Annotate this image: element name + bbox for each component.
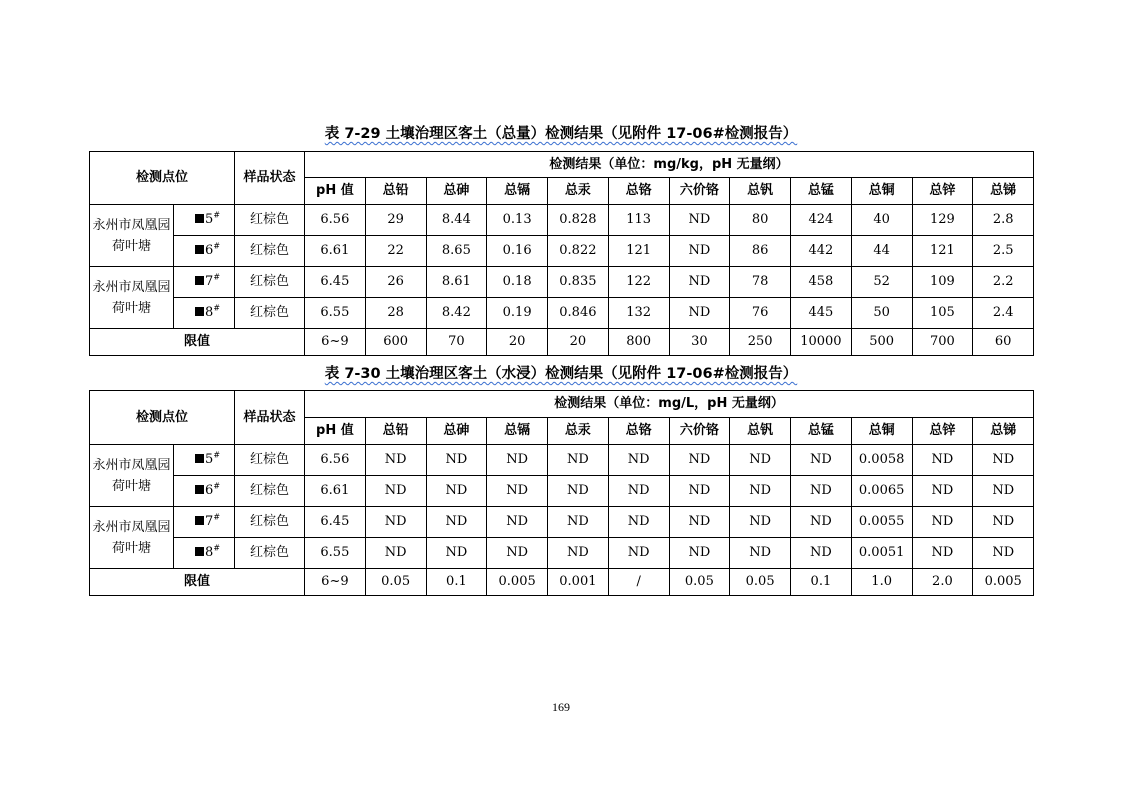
sample-point — [174, 507, 235, 538]
table-row — [90, 538, 1034, 569]
value-cell: 0.0065 — [851, 476, 912, 507]
point-number: 6 — [205, 243, 214, 258]
header-col: 六价铬 — [669, 418, 730, 445]
value-cell: ND — [548, 507, 609, 538]
square-marker-icon — [195, 516, 204, 525]
header-col: 总钒 — [730, 178, 791, 205]
sample-state: 红棕色 — [235, 298, 305, 329]
value-cell: 2.5 — [973, 236, 1034, 267]
value-cell: ND — [365, 476, 426, 507]
value-cell: 122 — [608, 267, 669, 298]
table2-caption: 表 7-30 土壤治理区客土（水浸）检测结果（见附件 17-06#检测报告） — [324, 366, 798, 382]
limit-label: 限值 — [90, 329, 305, 356]
header-col: 总锌 — [912, 418, 973, 445]
value-cell: ND — [487, 445, 548, 476]
square-marker-icon — [195, 214, 204, 223]
value-cell: 52 — [851, 267, 912, 298]
value-cell: 8.42 — [426, 298, 487, 329]
value-cell: ND — [973, 445, 1034, 476]
point-number: 7 — [205, 514, 214, 529]
value-cell: 105 — [912, 298, 973, 329]
value-cell: ND — [365, 445, 426, 476]
value-cell: 0.0058 — [851, 445, 912, 476]
point-mark: # — [213, 543, 221, 553]
value-cell: ND — [669, 205, 730, 236]
header-col: 总铜 — [851, 178, 912, 205]
value-cell: ND — [973, 538, 1034, 569]
value-cell: 0.0051 — [851, 538, 912, 569]
header-col: 总铬 — [608, 418, 669, 445]
header-col: pH 值 — [305, 418, 366, 445]
point-mark: # — [213, 481, 221, 491]
header-col: 总锑 — [973, 418, 1034, 445]
limit-value: 30 — [669, 329, 730, 356]
limit-value: 60 — [973, 329, 1034, 356]
value-cell: 76 — [730, 298, 791, 329]
value-cell: 86 — [730, 236, 791, 267]
limit-value: 0.05 — [730, 569, 791, 596]
table-row — [90, 507, 1034, 538]
value-cell: ND — [669, 445, 730, 476]
header-col: 总铜 — [851, 418, 912, 445]
value-cell: 6.55 — [305, 538, 366, 569]
limit-value: 10000 — [791, 329, 852, 356]
value-cell: 0.0055 — [851, 507, 912, 538]
point-mark: # — [213, 303, 221, 313]
limit-value: 0.1 — [426, 569, 487, 596]
value-cell: ND — [791, 538, 852, 569]
limit-value: 20 — [487, 329, 548, 356]
value-cell: ND — [791, 507, 852, 538]
value-cell: ND — [973, 507, 1034, 538]
header-col: pH 值 — [305, 178, 366, 205]
limit-value: 700 — [912, 329, 973, 356]
header-col: 总铅 — [365, 418, 426, 445]
site-name: 永州市凤凰园荷叶塘 — [90, 507, 174, 569]
sample-state: 红棕色 — [235, 445, 305, 476]
limit-value: / — [608, 569, 669, 596]
value-cell: ND — [669, 236, 730, 267]
value-cell: 29 — [365, 205, 426, 236]
table1-caption: 表 7-29 土壤治理区客土（总量）检测结果（见附件 17-06#检测报告） — [324, 126, 798, 142]
value-cell: 121 — [912, 236, 973, 267]
value-cell: ND — [791, 445, 852, 476]
value-cell: 8.44 — [426, 205, 487, 236]
value-cell: 28 — [365, 298, 426, 329]
value-cell: 458 — [791, 267, 852, 298]
value-cell: 0.16 — [487, 236, 548, 267]
point-mark: # — [213, 272, 221, 282]
limit-label: 限值 — [90, 569, 305, 596]
value-cell: ND — [912, 445, 973, 476]
value-cell: ND — [548, 538, 609, 569]
limit-value: 0.05 — [669, 569, 730, 596]
point-mark: # — [213, 241, 221, 251]
table-row — [90, 298, 1034, 329]
limit-value: 0.001 — [548, 569, 609, 596]
header-col: 总锑 — [973, 178, 1034, 205]
value-cell: 6.45 — [305, 507, 366, 538]
value-cell: ND — [426, 538, 487, 569]
sample-point — [174, 476, 235, 507]
value-cell: 0.846 — [548, 298, 609, 329]
header-col: 总砷 — [426, 178, 487, 205]
value-cell: ND — [730, 445, 791, 476]
value-cell: ND — [669, 476, 730, 507]
header-col: 六价铬 — [669, 178, 730, 205]
value-cell: ND — [608, 507, 669, 538]
sample-point — [174, 298, 235, 329]
sample-state: 红棕色 — [235, 476, 305, 507]
limit-row — [90, 569, 1034, 596]
header-result: 检测结果（单位：mg/L，pH 无量纲） — [305, 391, 1034, 418]
header-col: 总镉 — [487, 178, 548, 205]
value-cell: 442 — [791, 236, 852, 267]
header-result: 检测结果（单位：mg/kg，pH 无量纲） — [305, 152, 1034, 178]
value-cell: 6.56 — [305, 205, 366, 236]
value-cell: 2.2 — [973, 267, 1034, 298]
value-cell: 0.822 — [548, 236, 609, 267]
value-cell: 8.61 — [426, 267, 487, 298]
value-cell: 22 — [365, 236, 426, 267]
header-col: 总铅 — [365, 178, 426, 205]
point-number: 5 — [205, 452, 214, 467]
value-cell: ND — [426, 476, 487, 507]
square-marker-icon — [195, 307, 204, 316]
sample-point — [174, 236, 235, 267]
value-cell: ND — [365, 538, 426, 569]
table-row — [90, 476, 1034, 507]
value-cell: ND — [487, 507, 548, 538]
table-row — [90, 445, 1034, 476]
value-cell: 6.55 — [305, 298, 366, 329]
value-cell: 8.65 — [426, 236, 487, 267]
value-cell: 44 — [851, 236, 912, 267]
table-row — [90, 267, 1034, 298]
value-cell: ND — [669, 538, 730, 569]
value-cell: 26 — [365, 267, 426, 298]
value-cell: 2.4 — [973, 298, 1034, 329]
point-mark: # — [213, 450, 221, 460]
header-col: 总砷 — [426, 418, 487, 445]
header-col: 总镉 — [487, 418, 548, 445]
value-cell: 445 — [791, 298, 852, 329]
point-mark: # — [213, 210, 221, 220]
value-cell: ND — [669, 267, 730, 298]
value-cell: 0.19 — [487, 298, 548, 329]
limit-value: 1.0 — [851, 569, 912, 596]
header-site: 检测点位 — [90, 152, 235, 205]
value-cell: ND — [608, 538, 669, 569]
limit-value: 0.005 — [487, 569, 548, 596]
value-cell: 6.56 — [305, 445, 366, 476]
point-number: 8 — [205, 545, 214, 560]
site-name: 永州市凤凰园荷叶塘 — [90, 267, 174, 329]
value-cell: 6.61 — [305, 236, 366, 267]
square-marker-icon — [195, 547, 204, 556]
header-col: 总汞 — [548, 418, 609, 445]
point-number: 7 — [205, 274, 214, 289]
value-cell: 109 — [912, 267, 973, 298]
value-cell: ND — [730, 476, 791, 507]
value-cell: 80 — [730, 205, 791, 236]
value-cell: ND — [487, 538, 548, 569]
limit-row — [90, 329, 1034, 356]
site-name: 永州市凤凰园荷叶塘 — [90, 445, 174, 507]
sample-point — [174, 205, 235, 236]
value-cell: ND — [548, 476, 609, 507]
header-col: 总钒 — [730, 418, 791, 445]
sample-state: 红棕色 — [235, 205, 305, 236]
site-name: 永州市凤凰园荷叶塘 — [90, 205, 174, 267]
point-number: 6 — [205, 483, 214, 498]
value-cell: ND — [608, 445, 669, 476]
header-col: 总铬 — [608, 178, 669, 205]
value-cell: 40 — [851, 205, 912, 236]
value-cell: 0.13 — [487, 205, 548, 236]
value-cell: ND — [912, 538, 973, 569]
limit-value: 2.0 — [912, 569, 973, 596]
sample-state: 红棕色 — [235, 267, 305, 298]
value-cell: 78 — [730, 267, 791, 298]
value-cell: 2.8 — [973, 205, 1034, 236]
value-cell: 6.45 — [305, 267, 366, 298]
limit-value: 0.005 — [973, 569, 1034, 596]
value-cell: 121 — [608, 236, 669, 267]
value-cell: ND — [669, 507, 730, 538]
value-cell: ND — [730, 538, 791, 569]
header-row — [90, 152, 1034, 178]
sample-point — [174, 267, 235, 298]
value-cell: ND — [730, 507, 791, 538]
value-cell: ND — [426, 445, 487, 476]
sample-state: 红棕色 — [235, 538, 305, 569]
value-cell: 132 — [608, 298, 669, 329]
limit-value: 0.05 — [365, 569, 426, 596]
value-cell: 0.828 — [548, 205, 609, 236]
page-number: 169 — [552, 700, 570, 714]
square-marker-icon — [195, 276, 204, 285]
table-row — [90, 205, 1034, 236]
point-number: 8 — [205, 305, 214, 320]
header-site: 检测点位 — [90, 391, 235, 445]
value-cell: 129 — [912, 205, 973, 236]
value-cell: ND — [426, 507, 487, 538]
table-row — [90, 236, 1034, 267]
square-marker-icon — [195, 454, 204, 463]
value-cell: ND — [548, 445, 609, 476]
sample-state: 红棕色 — [235, 236, 305, 267]
value-cell: ND — [608, 476, 669, 507]
header-col: 总锰 — [791, 418, 852, 445]
limit-value: 6~9 — [305, 329, 366, 356]
square-marker-icon — [195, 245, 204, 254]
limit-value: 250 — [730, 329, 791, 356]
value-cell: ND — [365, 507, 426, 538]
value-cell: 0.835 — [548, 267, 609, 298]
value-cell: 6.61 — [305, 476, 366, 507]
header-state: 样品状态 — [235, 152, 305, 205]
header-row — [90, 391, 1034, 418]
value-cell: 424 — [791, 205, 852, 236]
header-col: 总汞 — [548, 178, 609, 205]
table-leaching-content — [89, 390, 1034, 596]
limit-value: 800 — [608, 329, 669, 356]
limit-value: 500 — [851, 329, 912, 356]
value-cell: ND — [669, 298, 730, 329]
value-cell: 0.18 — [487, 267, 548, 298]
sample-state: 红棕色 — [235, 507, 305, 538]
limit-value: 20 — [548, 329, 609, 356]
limit-value: 0.1 — [791, 569, 852, 596]
header-state: 样品状态 — [235, 391, 305, 445]
table-total-content — [89, 151, 1034, 356]
point-mark: # — [213, 512, 221, 522]
point-number: 5 — [205, 212, 214, 227]
value-cell: 113 — [608, 205, 669, 236]
sample-point — [174, 538, 235, 569]
value-cell: ND — [973, 476, 1034, 507]
value-cell: ND — [791, 476, 852, 507]
sample-point — [174, 445, 235, 476]
square-marker-icon — [195, 485, 204, 494]
limit-value: 70 — [426, 329, 487, 356]
header-col: 总锰 — [791, 178, 852, 205]
header-col: 总锌 — [912, 178, 973, 205]
value-cell: 50 — [851, 298, 912, 329]
value-cell: ND — [912, 476, 973, 507]
limit-value: 600 — [365, 329, 426, 356]
value-cell: ND — [912, 507, 973, 538]
limit-value: 6~9 — [305, 569, 366, 596]
value-cell: ND — [487, 476, 548, 507]
